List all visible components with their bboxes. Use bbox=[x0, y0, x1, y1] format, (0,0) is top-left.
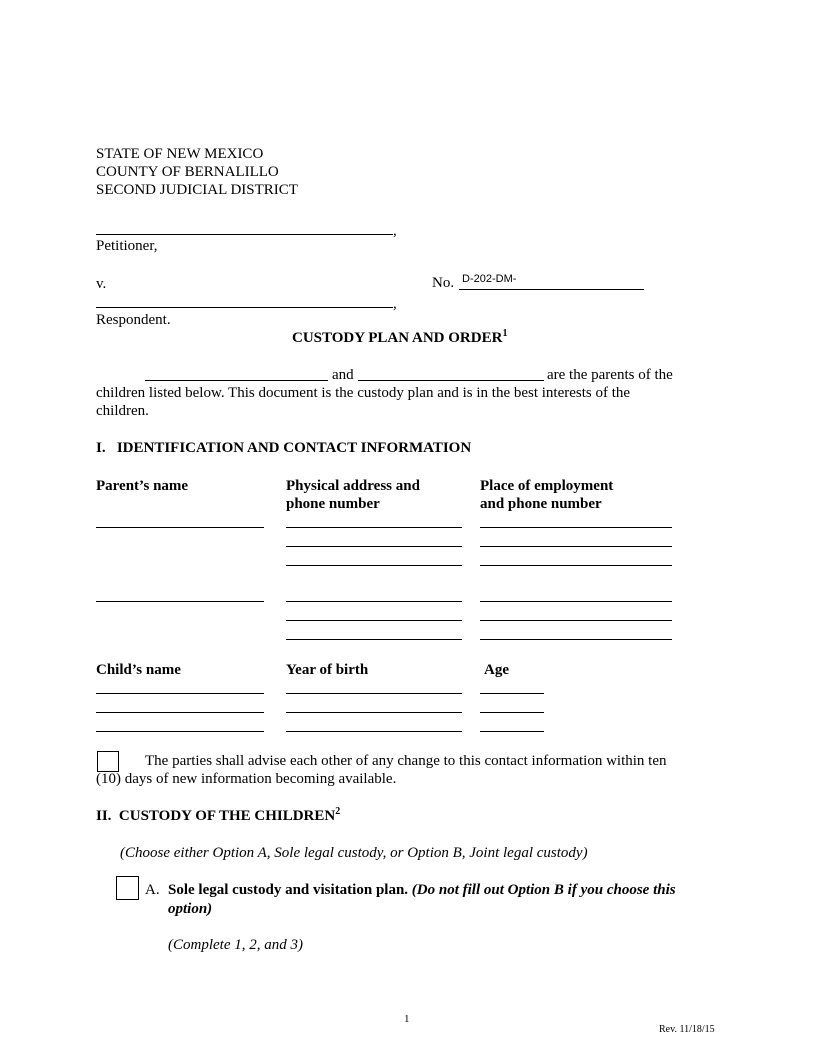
option-a-note-2: option) bbox=[168, 901, 213, 917]
parent-2-employment-line-2[interactable] bbox=[480, 607, 672, 621]
case-number-value: D-202-DM- bbox=[462, 273, 517, 285]
option-a-checkbox[interactable] bbox=[116, 876, 139, 900]
child-3-name-field[interactable] bbox=[96, 718, 264, 732]
respondent-name-field[interactable] bbox=[96, 294, 393, 308]
col-header-address-2: phone number bbox=[286, 496, 380, 512]
parent-1-address-line-2[interactable] bbox=[286, 533, 462, 547]
parent-2-employment-line-3[interactable] bbox=[480, 626, 672, 640]
advise-text-line2: (10) days of new information becoming available. bbox=[96, 771, 397, 787]
parent-1-employment-line-3[interactable] bbox=[480, 552, 672, 566]
intro-line3: children. bbox=[96, 403, 149, 419]
child-1-name-field[interactable] bbox=[96, 680, 264, 694]
respondent-label: Respondent. bbox=[96, 312, 171, 328]
intro-and-word: and bbox=[332, 367, 354, 383]
intro-line1-tail: are the parents of the bbox=[547, 367, 673, 383]
child-3-age-field[interactable] bbox=[480, 718, 544, 732]
versus-label: v. bbox=[96, 276, 107, 292]
child-2-name-field[interactable] bbox=[96, 699, 264, 713]
option-a-note-1: (Do not fill out Option B if you choose this bbox=[411, 882, 676, 898]
parent-1-address-line-1[interactable] bbox=[286, 514, 462, 528]
section-2-heading-text: II. CUSTODY OF THE CHILDREN bbox=[96, 808, 336, 824]
petitioner-name-field[interactable] bbox=[96, 221, 393, 235]
state-name: STATE OF NEW MEXICO bbox=[96, 146, 264, 162]
col-header-employment-1: Place of employment bbox=[480, 478, 614, 494]
choose-option-note: (Choose either Option A, Sole legal custody, or Option B, Joint legal custody) bbox=[120, 845, 588, 861]
child-2-age-field[interactable] bbox=[480, 699, 544, 713]
col-header-parent-name: Parent’s name bbox=[96, 478, 189, 494]
case-number-field[interactable] bbox=[459, 273, 644, 290]
parent-2-address-line-3[interactable] bbox=[286, 626, 462, 640]
parent-2-address-line-1[interactable] bbox=[286, 588, 462, 602]
option-a-title bbox=[168, 881, 676, 899]
petitioner-comma: , bbox=[393, 223, 397, 239]
parent-two-name-field[interactable] bbox=[358, 367, 544, 381]
district-name: SECOND JUDICIAL DISTRICT bbox=[96, 182, 298, 198]
child-2-year-field[interactable] bbox=[286, 699, 462, 713]
section-1-heading: I. IDENTIFICATION AND CONTACT INFORMATION bbox=[96, 440, 472, 456]
page-number: 1 bbox=[404, 1013, 410, 1025]
col-header-employment-2: and phone number bbox=[480, 496, 602, 512]
parent-1-address-line-3[interactable] bbox=[286, 552, 462, 566]
parent-1-employment-line-2[interactable] bbox=[480, 533, 672, 547]
section-2-footnote-marker: 2 bbox=[335, 806, 341, 817]
advise-text-line1: The parties shall advise each other of any change to this contact information within ten bbox=[145, 753, 667, 769]
col-header-year-of-birth: Year of birth bbox=[286, 662, 369, 678]
col-header-address-1: Physical address and bbox=[286, 478, 420, 494]
parent-1-name-field[interactable] bbox=[96, 514, 264, 528]
parent-1-employment-line-1[interactable] bbox=[480, 514, 672, 528]
title-footnote-marker: 1 bbox=[502, 328, 508, 339]
col-header-child-name: Child’s name bbox=[96, 662, 181, 678]
parent-2-name-field[interactable] bbox=[96, 588, 264, 602]
document-title bbox=[292, 329, 507, 349]
option-a-title-text: Sole legal custody and visitation plan. bbox=[168, 882, 409, 898]
col-header-age: Age bbox=[484, 662, 509, 678]
parent-2-employment-line-1[interactable] bbox=[480, 588, 672, 602]
option-a-letter: A. bbox=[145, 882, 160, 898]
respondent-comma: , bbox=[393, 296, 397, 312]
case-number-label: No. bbox=[432, 275, 455, 291]
parent-one-name-field[interactable] bbox=[145, 367, 328, 381]
child-3-year-field[interactable] bbox=[286, 718, 462, 732]
advise-change-checkbox[interactable] bbox=[97, 751, 119, 772]
child-1-year-field[interactable] bbox=[286, 680, 462, 694]
intro-line2: children listed below. This document is the custody plan and is in the best interests of the bbox=[96, 385, 631, 401]
county-name: COUNTY OF BERNALILLO bbox=[96, 164, 279, 180]
petitioner-label: Petitioner, bbox=[96, 238, 158, 254]
revision-date: Rev. 11/18/15 bbox=[659, 1024, 715, 1035]
section-2-heading bbox=[96, 807, 340, 827]
parent-2-address-line-2[interactable] bbox=[286, 607, 462, 621]
complete-note: (Complete 1, 2, and 3) bbox=[168, 937, 303, 953]
child-1-age-field[interactable] bbox=[480, 680, 544, 694]
document-title-text: CUSTODY PLAN AND ORDER bbox=[292, 330, 503, 346]
